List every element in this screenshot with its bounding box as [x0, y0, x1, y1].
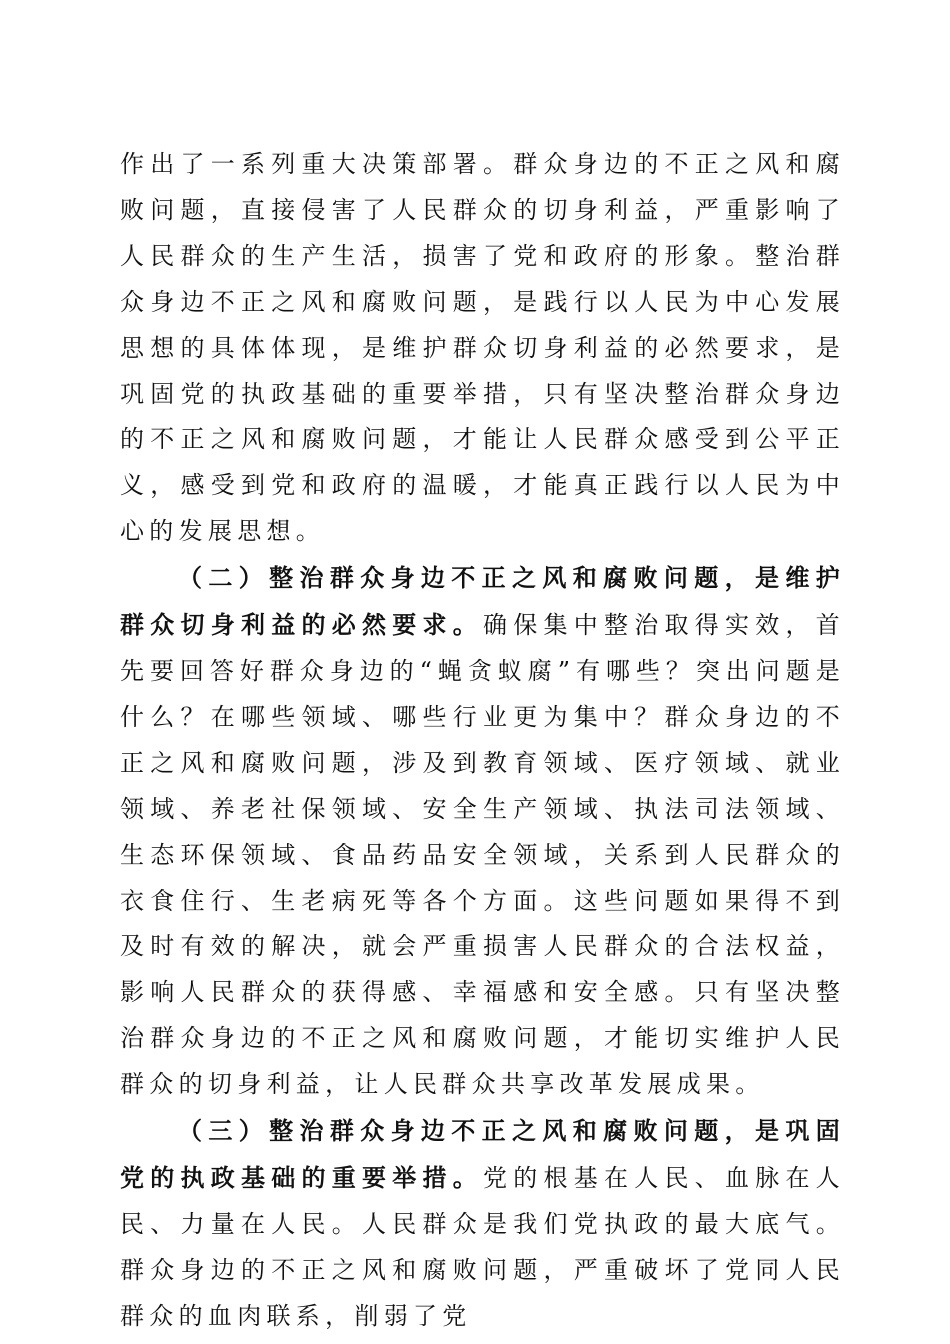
paragraph-continuation — [120, 142, 845, 555]
section-three-heading: （三）整治群众身边不正之风和腐败问题，是巩固党的执政基础的重要举措。 — [120, 1116, 845, 1192]
paragraph-text: 确保集中整治取得实效，首先要回答好群众身边的“蝇贪蚁腐”有哪些？突出问题是什么？在哪些领域、哪些行业更为集中？群众身边的不正之风和腐败问题，涉及到教育领域、医疗领域、就业领域、养老社保领域、安全生产领域、执法司法领域、生态环保领域、食品药品安全领域，关系到人民群众的衣食住行、生老病死等各个方面。这些问题如果得不到及时有效的解决，就会严重损害人民群众的合法权益，影响人民群众的获得感、幸福感和安全感。只有坚决整治群众身边的不正之风和腐败问题，才能切实维护人民群众的切身利益，让人民群众共享改革发展成果。 — [120, 611, 845, 1099]
section-two-heading: （二）整治群众身边不正之风和腐败问题，是维护群众切身利益的必然要求。 — [120, 563, 845, 640]
paragraph-text: 作出了一系列重大决策部署。群众身边的不正之风和腐败问题，直接侵害了人民群众的切身利益，严重影响了人民群众的生产生活，损害了党和政府的形象。整治群众身边不正之风和腐败问题，是践行以人民为中心发展思想的具体体现，是维护群众切身利益的必然要求，是巩固党的执政基础的重要举措，只有坚决整治群众身边的不正之风和腐败问题，才能让人民群众感受到公平正义，感受到党和政府的温暖，才能真正践行以人民为中心的发展思想。 — [120, 150, 845, 546]
paragraph-text: 党的根基在人民、血脉在人民、力量在人民。人民群众是我们党执政的最大底气。群众身边的不正之风和腐败问题，严重破坏了党同人民群众的血肉联系，削弱了党 — [120, 1163, 845, 1330]
paragraph-section-three — [120, 1108, 845, 1340]
document-body — [120, 142, 845, 1340]
paragraph-section-two — [120, 555, 845, 1108]
